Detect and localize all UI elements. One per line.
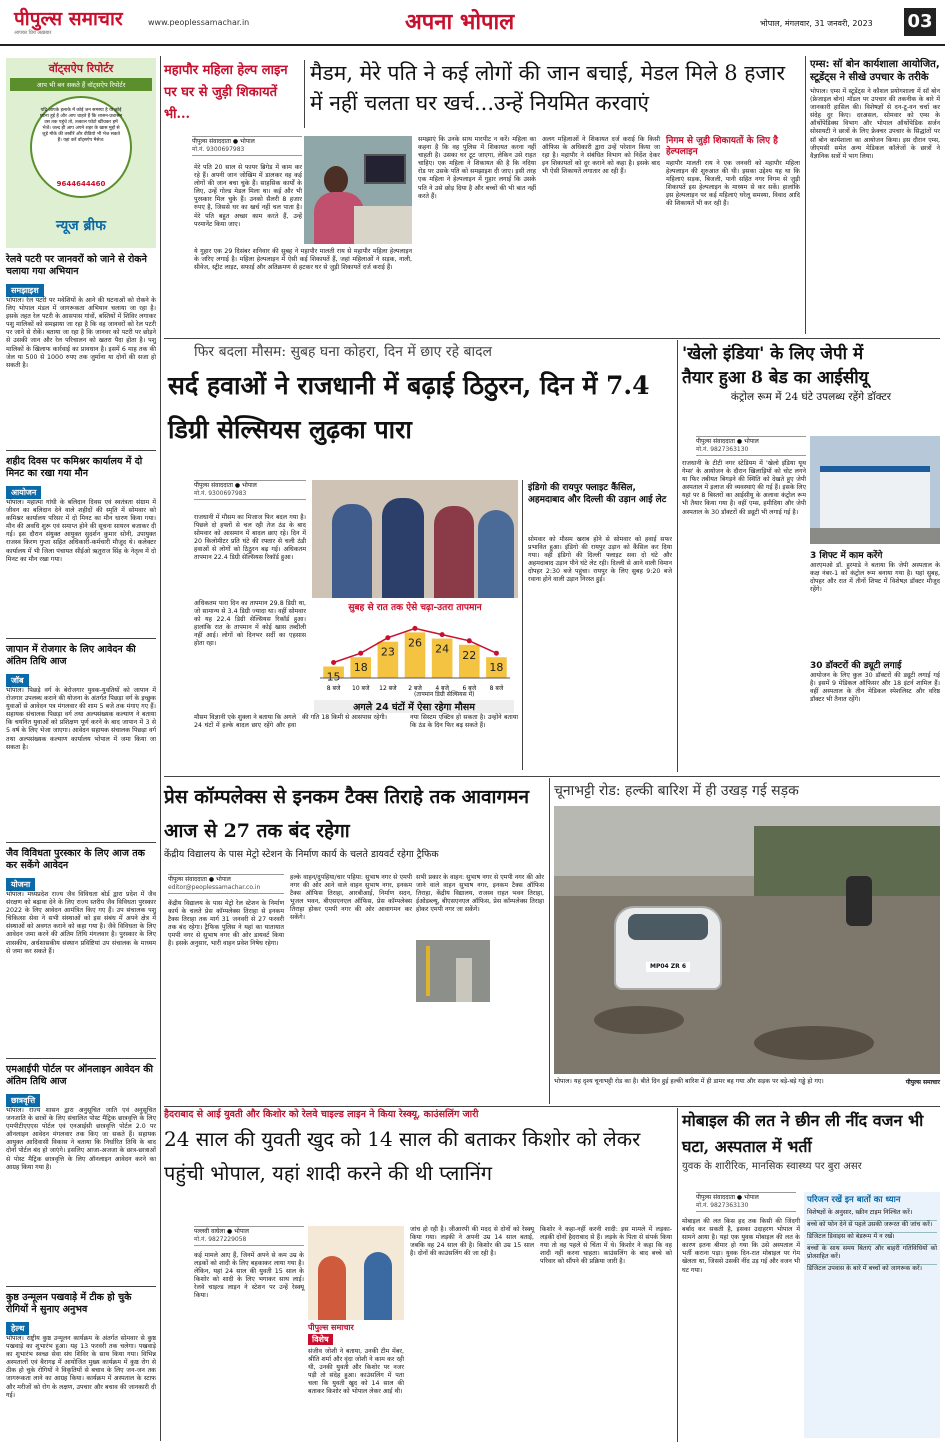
weather-headline: सर्द हवाओं ने राजधानी में बढ़ाई ठिठुरन, दिन में 7.4 डिग्री सेल्सियस लुढ़का पारा: [168, 371, 650, 444]
student-figure: [434, 506, 474, 598]
road-story: [554, 780, 940, 1102]
column-divider: [677, 340, 678, 772]
scooter-shape: [846, 876, 872, 926]
tip-item: डिजिटल उपवास के बारे में बच्चों को जागरूक करें।: [807, 1264, 937, 1273]
temperature-value-label: 15: [326, 670, 341, 684]
traffic-col3: सभी प्रकार के वाहन: सुभाष नगर से एमपी नगर की ओर जाने वाले वाहन सुभाष नगर, इनकम टैक्स ऑफिस तिराहा, केंद्रीय विद्यालय, राजस्व राहत भवन तिराहा, ईओडब्ल्यू, बीएसएनएल ऑफिस, प्रेस कॉम्पलेक्स तिराहा होकर एमपी नगर जा सकेंगे।: [416, 874, 544, 914]
car-windshield: [628, 914, 708, 940]
divider: [304, 60, 305, 128]
rescue-byline: [194, 1226, 304, 1246]
road-headline: चूनाभट्टी रोड: हल्की बारिश में ही उखड़ गई सड़क: [554, 783, 799, 799]
brief-item-title: जैव विविधता पुरस्कार के लिए आज तक कर सकेंगे आवेदन: [6, 848, 145, 871]
column-divider: [677, 1108, 678, 1442]
brief-item: [6, 254, 156, 430]
byline-name: पीपुल्स संवाददाता ● भोपाल: [696, 438, 759, 445]
top-kicker: महापौर महिला हेल्प लाइन पर घर से जुड़ी शिकायतें भी...: [164, 63, 288, 122]
parent-tips-box: [804, 1192, 940, 1438]
byline-phone: मो.नं. 9827229058: [194, 1236, 247, 1243]
special-badge: [308, 1322, 404, 1344]
weather-col2: अधिकतम पारा दिन का तापमान 29.8 डिग्री था, जो सामान्य से 3.4 डिग्री ज्यादा था। वहीं सोमवार को यह 22.4 डिग्री सेल्सियस रिकॉर्ड हुआ। हालांकि रात के तापमान में कोई खास तब्दीली नहीं आई। लोगों को दिनभर सर्दी का एहसास होता रहा।: [194, 600, 306, 648]
temperature-point: [494, 651, 499, 656]
tip-item: विशेषज्ञों के अनुसार, स्क्रीन टाइम निश्चित करें।: [807, 1209, 913, 1216]
brief-tag: योजना: [6, 878, 35, 891]
logo-tagline: आपका प्रिय अख़बार: [14, 30, 52, 36]
top-col3: अलग महिलाओं ने शिकायत दर्ज कराई कि किसी ऑफिस के अधिकारी द्वारा उन्हें परेशान किया जा रहा है। महापौर ने संबंधित विभाग को निर्देश देकर इन शिकायतों को दूर कराने को कहा है। इसके बाद भी ऐसी शिकायतें लगातार आ रही हैं।: [542, 136, 660, 176]
aiims-story: [810, 58, 940, 334]
news-brief-title: न्यूज ब्रीफ: [56, 218, 106, 234]
khelo-byline: [696, 436, 806, 456]
figure-shape: [364, 1252, 392, 1320]
airport-title: इंडिगो की रायपुर फ्लाइट कैंसिल, अहमदाबाद और दिल्ली की उड़ान आई लेट: [528, 483, 667, 505]
whatsapp-subtitle: आप भी बन सकते हैं वॉट्सऐप रिपोर्टर: [10, 78, 152, 91]
brief-body: भोपाल। महात्मा गांधी के बलिदान दिवस एवं स्वतंत्रता संग्राम में जीवन का बलिदान देने वाले शहीदों की स्मृति में सोमवार को कमिश्नर कार्यालय परिसर में दो मिनट का मौन धारण किया गया। मौन की अवधि शुरू एवं समाप्त होने की सूचना सायरन बजाकर दी गई। इस दौरान संयुक्त आयुक्त सुदर्शन कुमार सोनी, उपायुक्त राजस्व किरण गुप्ता सहित अधिकारी-कर्मचारी मौजूद थे। कलेक्टर कार्यालय में भी जिला पंचायत सीईओ ऋतुराज सिंह के नेतृत्व में दो मिनट का मौन रखा गया।: [6, 499, 156, 563]
doctor-title: 30 डॉक्टरों की ड्यूटी लगाई: [810, 661, 902, 671]
traffic-col2: हल्के वाहन/दुपहिया/चार पहिया: सुभाष नगर से एमपी नगर की ओर आने वाले वाहन सुभाष नगर, इनकम टैक्स ऑफिस तिराहा, आरबीआई, निर्माण सदन, भूजल भवन, बीएसएनएल ऑफिस, प्रेस कॉम्पलेक्स तिराहा होकर एमपी नगर की ओर आवागमन कर सकेंगे।: [290, 874, 412, 922]
whatsapp-bubble: [30, 96, 132, 198]
shift-body: आरएमओ डॉ. हुरमाडे ने बताया कि जेपी अस्पताल के कक्ष नंबर-1 को कंट्रोल रूम बनाया गया है। यहां सुबह, दोपहर और रात में तीनों शिफ्ट में विशेषज्ञ डॉक्टर मौजूद रहेंगे।: [810, 562, 940, 594]
temperature-value-label: 18: [353, 661, 368, 675]
tip-item: बच्चों के साथ समय बिताएं और बाहरी गतिविधियों को प्रोत्साहित करें।: [807, 1245, 937, 1261]
top-col4: महापौर मालती राय ने एक जनवरी को महापौर महिला हेल्पलाइन की शुरुआत की थी। इसका उद्देश्य यह था कि महिलाएं सड़क, बिजली, पानी सहित नगर निगम से जुड़ी शिकायतें इस हेल्पलाइन के माध्यम से कर सकें। हालांकि इस हेल्पलाइन पर कई महिलाएं घरेलू समस्या, विवाद आदि की शिकायतें भी कर रही हैं।: [666, 160, 800, 208]
byline-name: पीपुल्स संवाददाता ● भोपाल: [696, 1194, 759, 1201]
brief-tag: हेल्थ: [6, 1322, 29, 1335]
students-photo: [312, 480, 518, 598]
aiims-title: एम्स: सॉ बोन कार्यशाला आयोजित, स्टूडेंट्स ने सीखे उपचार के तरीके: [810, 59, 940, 83]
top-col1: मेरे पति 20 साल से फायर ब्रिगेड में काम कर रहे हैं। अपनी जान जोखिम में डालकर वह कई लोगों की जान बचा चुके हैं। साहसिक कार्यों के लिए, उन्हें गोल्ड मेडल मिला था। कई और भी पुरस्कार मिल चुके हैं। उनको सैलरी 8 हजार रुपए है, जिससे घर का खर्च नहीं चल पाता है। मेरे पति बहुत अच्छा काम करते हैं, उन्हें परमानेंट किया जाए।: [194, 164, 302, 228]
brief-body: भोपाल। रेल पटरी पर मवेशियों के आने की घटनाओं को रोकने के लिए भोपाल मंडल में जागरूकता अभियान चलाया जा रहा है। इसके तहत रेल पटरी के आसपास गांवों, बस्तियों में शिविर लगाकर पशु मालिकों को समझाया जा रहा है कि वह जानवरों को रेल पटरी पर जाने से रोकें। बताया जा रहा है कि जानवर को पटरी पर छोड़ने से उसकी जान और रेल परिचालन को खतरा पैदा होता है। पशु मालिकों के खिलाफ कार्रवाई का प्रावधान है। इसमें 6 माह तक की जेल या 500 से 1000 रुपए तक जुर्माना या दोनों की सजा हो सकती है।: [6, 297, 156, 369]
time-tick-label: 8 बजे: [489, 685, 504, 692]
temperature-value-label: 22: [462, 648, 477, 662]
temperature-point: [467, 638, 472, 643]
rescue-col1: कई मामले आए हैं, जिनमें अपने से कम उम्र के लड़कों को शादी के लिए बहकाकर लाया गया है। लेकिन, यहां 24 साल की युवती 15 साल के किशोर को शादी के लिए भगाकर साथ लाई। रेलवे चाइल्ड लाइन ने स्टेशन पर उन्हें रेस्क्यू किया।: [194, 1252, 304, 1300]
rescue-col3: जांच हो रही है। जीआरपी की मदद से दोनों को रेस्क्यू किया गया। लड़की ने अपनी उम्र 14 साल बताई, जबकि वह 24 साल की है। किशोर की उम्र 15 साल है। दोनों की काउंसलिंग की जा रही है।: [410, 1226, 534, 1258]
top-headline: मैडम, मेरे पति ने कई लोगों की जान बचाई, मेडल मिले 8 हजार में नहीं चलता घर खर्च...उन्हें नियमित करवाएं: [310, 61, 786, 115]
top-col2: समझाएं कि उनके साथ मारपीट न करें। महिला का कहना है कि वह पुलिस में शिकायत करना नहीं चाहती है। उसका घर टूट जाएगा, लेकिन उसे राहत चाहिए। एक महिला ने शिकायत की है कि नदिया रोड पर उसके पति को समझाइश दी जाए। इसी तरह एक महिला ने हेल्पलाइन में गुहार लगाई कि उसके पति ने उसे छोड़ दिया है और बच्चों की भी बात नहीं करते हैं।: [418, 136, 536, 200]
rescue-kicker: हैदराबाद से आई युवती और किशोर को रेलवे चाइल्ड लाइन ने किया रेस्क्यू, काउंसलिंग जारी: [164, 1109, 479, 1120]
brief-item-title: रेलवे पटरी पर जानवरों को जाने से रोकने चलाया गया अभियान: [6, 254, 147, 277]
logo: [14, 6, 139, 36]
section-divider: [164, 338, 940, 339]
number-plate: MP04 ZR 6: [646, 962, 690, 972]
sidebar: [6, 58, 156, 1438]
pothole-shape: [594, 1006, 684, 1034]
traffic-byline: [168, 874, 284, 894]
tips-title: परिजन रखें इन बातों का ध्यान: [807, 1195, 901, 1205]
top-byline: [192, 136, 302, 156]
rescue-story: [164, 1108, 674, 1440]
temperature-point: [358, 651, 363, 656]
masthead: [0, 0, 945, 46]
byline-email[interactable]: editor@peoplessamachar.co.in: [168, 884, 261, 891]
tip-item: डिजिटल डिवाइस को बेडरूम में न रखें।: [807, 1232, 937, 1241]
top-col4-title: निगम से जुड़ी शिकायतों के लिए है हेल्पलाइन: [666, 136, 778, 157]
byline-phone: मो.नं. 9300697983: [192, 146, 245, 153]
temperature-point: [385, 635, 390, 640]
mobile-headline: मोबाइल की लत ने छीन ली नींद वजन भी घटा, अस्पताल में भर्ती: [682, 1111, 924, 1156]
temperature-chart: [312, 612, 518, 694]
whatsapp-body: यदि आपके इलाके में कोई जन समस्या है या कोई घटना हुई है और आप चाहते हैं कि शासन-प्रशासन उस तक पहुंचे तो, तत्काल फोटो खींचकर हमें भेजें। जल्द ही आप अपने शहर के खास मुद्दों से जुड़े मौके की तस्वीरें और वीडियो भी भेज सकते हैं। यहां करें वॉट्सऐप मैसेज:: [40, 108, 122, 143]
special-logo: पीपुल्स समाचार: [308, 1323, 354, 1332]
time-tick-label: 8 बजे: [326, 685, 341, 692]
temperature-point: [440, 632, 445, 637]
whatsapp-title: वॉट्सऐप रिपोर्टर: [48, 62, 114, 75]
byline-phone: मो.नं. 9827363130: [696, 446, 749, 453]
pothole-photo: [554, 806, 940, 1074]
temperature-value-label: 26: [408, 636, 422, 650]
chart-note: (तापमान डिग्री सेल्सियस में): [414, 691, 475, 698]
pothole-shape: [754, 1026, 874, 1060]
byline-name: पल्लवी वाघेला ● भोपाल: [194, 1228, 249, 1235]
khelo-kicker: 'खेलो इंडिया' के लिए जेपी में: [682, 344, 864, 364]
helpline-photo: [304, 136, 412, 244]
brief-tag: जॉब: [6, 674, 29, 687]
brief-body: भोपाल। राज्य शासन द्वारा अनुसूचित जाति एवं अनुसूचित जनजाति के छात्रों के लिए संचालित पोस्ट मैट्रिक छात्रवृत्ति के लिए एमपीटीएएएस पोर्टल एवं एनआईसी छात्रवृत्ति पोर्टल 2.0 पर ऑनलाइन आवेदन मंगलवार तक किए जा सकते हैं। सहायक आयुक्त आदिवासी विकास ने बताया कि निर्धारित तिथि के बाद दोनों पोर्टल बंद हो जाएंगे। इसलिए आजा-अजजा के छात्र-छात्राओं से पोस्ट मैट्रिक छात्रवृत्ति के लिए ऑनलाइन आवेदन करने का आग्रह किया गया है।: [6, 1107, 156, 1171]
section-title: अपना भोपाल: [405, 9, 515, 35]
photo-credit: पीपुल्स समाचार: [905, 1079, 940, 1086]
time-tick-label: 6 बजे: [462, 685, 477, 692]
column-divider: [522, 480, 523, 770]
khelo-body: राजधानी के टीटी नगर स्टेडियम में 'खेलो इंडिया यूथ गेम्स' के आयोजन के दौरान खिलाड़ियों को चोट लगने या फिर तबीयत बिगड़ने की स्थिति को देखते हुए जेपी अस्पताल में इलाज की व्यवस्थाएं की गई हैं। इसके लिए यहां पर 8 बिस्तरों का आईसीयू के अलावा कंट्रोल रूम भी तैयार किया गया है। वहीं एम्स, हमीदिया और जेपी अस्पताल के 30 डॉक्टरों की ड्यूटी भी लगाई गई है।: [682, 460, 806, 516]
weather-col4: नया सिस्टम एक्टिव हो सकता है। उन्होंने बताया कि ठंड के दिन फिर बढ़ सकते हैं।: [410, 714, 518, 730]
hospital-photo: [810, 436, 940, 544]
brief-body: भोपाल। पिछड़े वर्ग के बेरोजगार युवक-युवतियों को जापान में रोजगार उपलब्ध कराने की योजना के अंतर्गत पिछड़ा वर्ग के इच्छुक युवाओं से आवेदन पत्र मंगलवार की शाम 5 बजे तक मंगाए गए हैं। सहायक संचालक पिछड़ा वर्ग तथा अल्पसंख्यक कल्याण ने बताया कि चयनित युवाओं को प्रशिक्षण पूर्ण करने के बाद जापान में 3 से 5 वर्ष के लिए भेजा जाएगा। आवेदन सहायक संचालक पिछड़ा वर्ग तथा अल्पसंख्यक कल्याण कार्यालय भोपाल में जमा किया जा सकता है।: [6, 687, 156, 751]
time-tick-label: 4 बजे: [435, 685, 449, 692]
brief-item-title: कुष्ठ उन्मूलन पखवाड़े में टीक हो चुके रोगियों ने सुनाए अनुभव: [6, 1292, 132, 1315]
column-divider: [160, 56, 161, 1441]
rescue-col2: संजीव जोशी ने बताया, उनकी टीम मेंबर, श्रीति शर्मा और वृंदा जोशी ने काम कर रही थी, उनकी युवती और किशोर पर नजर पड़ी तो संदेह हुआ। काउंसलिंग में पता चला कि युवती खुद को 14 साल की बताकर किशोर को भोपाल लेकर आई थी।: [308, 1348, 404, 1396]
khelo-headline: तैयार हुआ 8 बेड का आईसीयू: [682, 368, 869, 388]
brief-tag: छात्रवृत्ति: [6, 1094, 40, 1107]
byline-name: पीपुल्स संवाददाता ● भोपाल: [192, 138, 255, 145]
brief-item: [6, 456, 156, 628]
figure-shape: [318, 1256, 346, 1320]
brief-item: [6, 1292, 156, 1438]
whatsapp-box: [6, 58, 156, 248]
weather-col1: राजधानी में मौसम का मिजाज फिर बदल गया है। पिछले दो हफ्तों से चल रही तेज ठंड के बाद सोमवार को आसमान में बादल छाए रहे। दिन में 20 किलोमीटर प्रति घंटे की रफ्तार से चली ठंडी हवाओं से लोगों को ठिठुरन बढ़ गई। अधिकतम तापमान 22.4 डिग्री सेल्सियस रिकॉर्ड हुआ।: [194, 514, 306, 562]
section-divider: [164, 776, 940, 777]
road-shape: [810, 528, 940, 544]
chart-title: सुबह से रात तक ऐसे चढ़ा-उतरा तापमान: [348, 603, 482, 613]
byline-name: पीपुल्स संवाददाता ● भोपाल: [168, 876, 231, 883]
building-shape: [820, 466, 930, 528]
top-col1b: ये गुहार एक 29 दिसंबर शनिवार की सुबह ने महापौर मालती राय से महापौर महिला हेल्पलाइन के जरिए लगाई है। महिला हेल्पलाइन में ऐसी कई शिकायतें हैं, जहां महिलाओं ने सड़क, नाली, सीवेज, स्ट्रीट लाइट, सफाई और अतिक्रमण से हटकर घर से जुड़ी शिकायतें दर्ज कराई हैं।: [194, 248, 412, 272]
person-head: [324, 166, 348, 194]
student-figure: [478, 510, 514, 598]
weather-byline: [194, 480, 306, 500]
brief-item-title: शहीद दिवस पर कमिश्नर कार्यालय में दो मिनट का रखा गया मौन: [6, 456, 143, 479]
time-tick-label: 12 बजे: [379, 685, 397, 692]
rescue-col4: किशोर ने कहा-नहीं करनी शादी: इस मामले में लड़का-लड़की दोनों हैदराबाद से हैं। लड़के के पिता से संपर्क किया गया तो वह पहले से चिंता में थे। किशोर ने कहा कि वह शादी नहीं करना चाहता। काउंसलिंग के बाद बच्चे को परिवार को सौंपने की प्रक्रिया जारी है।: [540, 1226, 672, 1266]
temperature-value-label: 18: [489, 661, 504, 675]
khelo-story: [682, 342, 940, 772]
byline-phone: मो.नं. 9827363130: [696, 1202, 749, 1209]
traffic-col1: केंद्रीय विद्यालय के पास मेट्रो रेल स्टेशन के निर्माण कार्य के चलते प्रेस कॉम्पलेक्स तिराहा से इनकम टैक्स तिराहा तक मार्ग 31 जनवरी से 27 फरवरी तक बंद रहेगा। ट्रैफिक पुलिस ने यहां का यातायात एमपी नगर से सुभाष नगर की ओर डायवर्ट किया है। इसके अनुसार, भारी वाहन प्रवेश निषेध रहेगा।: [168, 900, 284, 948]
forecast-title: अगले 24 घंटों में ऐसा रहेगा मौसम: [314, 700, 514, 713]
student-figure: [332, 504, 372, 598]
divider: [6, 638, 156, 639]
brief-item-title: जापान में रोजगार के लिए आवेदन की अंतिम तिथि आज: [6, 644, 136, 667]
page-number: 03: [904, 8, 936, 36]
temperature-value-label: 23: [380, 645, 395, 659]
top-story: [164, 56, 802, 336]
weather-kicker: फिर बदला मौसम: सुबह घना कोहरा, दिन में छाए रहे बादल: [194, 344, 493, 360]
road-caption: भोपाल। यह दृश्य चूनाभट्टी रोड का है। बीते दिन हुई हल्की बारिश में ही डामर बह गया और सड़क पर बड़े-बड़े गड्ढे हो गए।: [554, 1078, 824, 1085]
temperature-point: [331, 660, 336, 665]
mobile-body: मोबाइल की लत किस हद तक किसी की जिंदगी बर्बाद कर सकती है, इसका उदाहरण भोपाल में सामने आया है। यहां एक युवक मोबाइल की लत के कारण इतना बीमार हो गया कि उसे अस्पताल में भर्ती कराना पड़ा। युवक दिन-रात मोबाइल पर गेम खेलता था, जिससे उसकी नींद उड़ गई और वजन भी घट गया।: [682, 1218, 800, 1274]
brief-item: [6, 1064, 156, 1280]
mobile-story: [682, 1108, 940, 1440]
special-label: विशेष: [308, 1334, 333, 1345]
brief-item: [6, 848, 156, 1048]
khelo-subhead: कंट्रोल रूम में 24 घंटे उपलब्ध रहेंगे डॉक्टर: [730, 391, 892, 403]
section-divider: [164, 1106, 940, 1107]
tip-item: बच्चे को फोन देने से पहले उसकी जरूरत की जांच करें।: [807, 1220, 937, 1229]
column-divider: [805, 56, 806, 334]
road-surface: [554, 896, 940, 1074]
divider: [6, 842, 156, 843]
shift-title: 3 शिफ्ट में काम करेंगे: [810, 551, 883, 561]
mobile-byline: [696, 1192, 796, 1212]
divider: [6, 450, 156, 451]
time-tick-label: 10 बजे: [352, 685, 370, 692]
traffic-story: [164, 780, 546, 1102]
weather-story: [164, 342, 674, 772]
weather-col3: मौसम विज्ञानी एके शुक्ला ने बताया कि अगले 24 घंटों में हल्के बादल छाए रहेंगे और हवा की गति 18 किमी से आसपास रहेगी।: [194, 714, 388, 730]
time-tick-label: 2 बजे: [408, 685, 422, 692]
website-url[interactable]: www.peoplessamachar.in: [148, 18, 250, 27]
byline-phone: मो.नं. 9300697983: [194, 490, 247, 497]
dateline: भोपाल, मंगलवार, 31 जनवरी, 2023: [760, 19, 873, 28]
brief-body: भोपाल। राष्ट्रीय कुष्ठ उन्मूलन कार्यक्रम के अंतर्गत सोमवार से कुष्ठ पखवाड़े का शुभारंभ हुआ। यह 13 फरवरी तक चलेगा। पखवाड़े का शुभारंभ स्वच्छ सेवा संघ शिविर के साथ किया गया। विभिन्न अस्पतालों एवं बैरागढ़ में आयोजित मुख्य कार्यक्रम में कुष्ठ रोग से ठीक हो चुके रोगियों ने विकृतियों से बचाव के लिए जन-जन तक जागरूकता लाने का आग्रह किया। कार्यक्रम में अस्पताल के स्टाफ और मरीजों को रोग के लक्षण, उपचार और बचाव की जानकारी दी गई।: [6, 1335, 156, 1399]
logo-text: पीपुल्स समाचार: [14, 8, 123, 30]
brief-tag: आयोजन: [6, 486, 41, 499]
traffic-headline: प्रेस कॉम्पलेक्स से इनकम टैक्स तिराहे तक आवागमन आज से 27 तक बंद रहेगा: [164, 786, 530, 842]
rescue-headline: 24 साल की युवती खुद को 14 साल की बताकर किशोर को लेकर पहुंची भोपाल, यहां शादी करने की थी प्लानिंग: [164, 1127, 641, 1185]
brief-body: भोपाल। मध्यप्रदेश राज्य जैव विविधता बोर्ड द्वारा प्रदेश में जैव संरक्षण को बढ़ावा देने के लिए राज्य स्तरीय जैव विविधता पुरस्कार 2022 के लिए आवेदन आमंत्रित किए गए हैं। उप संचालक पशु चिकित्सा सेवा ने सभी संस्थाओं को इस संबंध में अपने क्षेत्र में संस्थाओं को अवगत कराने को कहा गया है। जैवे विविधता के लिए आवेदन जमा करने की अंतिम तिथि मंगलवार है। पुरस्कार के लिए शासकीय, अर्धशासकीय संस्थान प्रविष्टियां उप संचालक के माध्यम से जमा कर सकते हैं।: [6, 891, 156, 955]
doctor-body: आयोजन के लिए कुल 30 डॉक्टरों की ड्यूटी लगाई गई है। इसमें 9 मेडिकल ऑफिसर और 18 इंटर्न शामिल हैं। वहीं अस्पताल के तीन मेडिकल स्पेशलिस्ट और वरिष्ठ डॉक्टर भी तैनात रहेंगे।: [810, 672, 940, 704]
column-divider: [549, 778, 550, 1104]
desk-shape: [354, 206, 412, 244]
traffic-subhead: केंद्रीय विद्यालय के पास मेट्रो स्टेशन के निर्माण कार्य के चलते डायवर्ट रहेगा ट्रैफिक: [164, 849, 439, 860]
temperature-point: [413, 626, 418, 631]
temperature-value-label: 24: [435, 642, 450, 656]
whatsapp-number[interactable]: 9644644460: [56, 180, 106, 188]
student-figure: [382, 498, 424, 598]
monitor-shape: [364, 154, 406, 184]
brief-tag: समझाइश: [6, 284, 44, 297]
byline-name: पीपुल्स संवाददाता ● भोपाल: [194, 482, 257, 489]
brief-item: [6, 644, 156, 834]
mobile-subhead: युवक के शारीरिक, मानसिक स्वास्थ्य पर बुरा असर: [682, 1161, 862, 1172]
aiims-body: भोपाल। एम्स में स्टूडेंट्स ने कौशल प्रयोगशाला में सॉ बोन (फ्रेजाइल बोन) मॉडल पर उपचार की तकनीक के बारे में जानकारी हासिल की। विशेषज्ञों से दन-टू-वन चर्चा कर संदेह दूर किए। दरअसल, सोमवार को एम्स के ऑर्थोपेडिक्स विभाग और भोपाल ऑर्थोपेडिक सर्जन सोसायटी ने छात्रों के लिए फ्रेक्चर उपचार के सिद्धांतों पर सॉ बोन कार्यशाला का आयोजन किया। इस दौरान एम्स, जीएमसी समेत अन्य मेडिकल कॉलेजों के छात्रों ने वैज्ञानिक सत्रों में भाग लिया।: [810, 88, 940, 160]
airport-body: सोमवार को मौसम खराब होने से सोमवार को हवाई सफर प्रभावित हुआ। इंडिगो की रायपुर उड़ान को कैंसिल कर दिया गया। वहीं इंडिगो की दिल्ली फ्लाइट सवा दो घंटे और अहमदाबाद उड़ान पौने घंटे लेट रही। दिल्ली से आने वाली विमान दोपहर 2:30 बजे पहुंचा। रायपुर के लिए सुबह 9:20 बजे रवाना होने वाली उड़ान निरस्त हुई।: [528, 536, 672, 584]
divider: [6, 1286, 156, 1287]
cartoon-illustration: [308, 1226, 404, 1320]
brief-item-title: एमआईपी पोर्टल पर ऑनलाइन आवेदन की अंतिम तिथि आज: [6, 1064, 153, 1087]
divider: [6, 1058, 156, 1059]
